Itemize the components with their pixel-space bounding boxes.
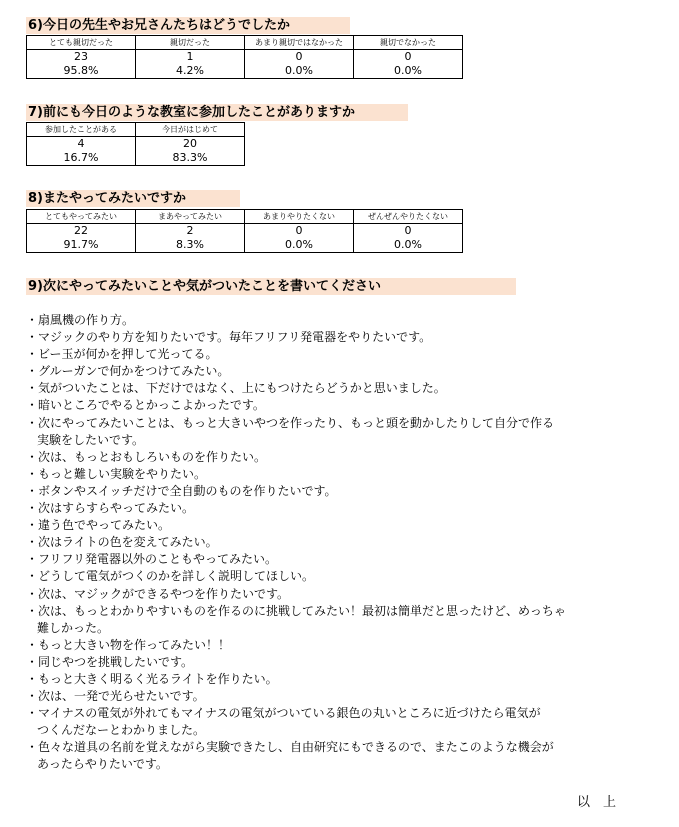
answer-item bbox=[26, 534, 666, 551]
answer-item bbox=[26, 449, 666, 466]
answer-item bbox=[26, 415, 666, 449]
answer-item bbox=[26, 637, 666, 654]
closing-mark: 以 上 bbox=[577, 795, 617, 810]
answer-text: ・グルーガンで何かをつけてみたい。 bbox=[26, 364, 230, 379]
q7-count-cell: 20 bbox=[136, 137, 245, 152]
q7-percent-cell: 83.3% bbox=[136, 151, 245, 166]
answer-item bbox=[26, 586, 666, 603]
answer-text: ・フリフリ発電器以外のこともやってみたい。 bbox=[26, 552, 278, 567]
q7-table bbox=[26, 122, 245, 166]
answer-item bbox=[26, 654, 666, 671]
q6-table bbox=[26, 35, 463, 79]
q6-count-cell: 0 bbox=[354, 50, 463, 65]
q6-count-cell: 0 bbox=[245, 50, 354, 65]
answer-text: ・次は、マジックができるやつを作りたいです。 bbox=[26, 586, 290, 601]
q8-header-cell: まあやってみたい bbox=[136, 210, 245, 224]
answer-continuation: つくんだなーとわかりました。 bbox=[37, 723, 206, 738]
answer-text: ・もっと難しい実験をやりたい。 bbox=[26, 466, 207, 481]
answer-continuation: 実験をしたいです。 bbox=[37, 432, 145, 447]
q6-title: 6)今日の先生やお兄さんたちはどうでしたか bbox=[26, 17, 350, 34]
answer-item bbox=[26, 688, 666, 705]
answer-item bbox=[26, 671, 666, 688]
answer-item bbox=[26, 500, 666, 517]
q6-count-cell: 23 bbox=[27, 50, 136, 65]
answer-text: ・暗いところでやるとかっこよかったです。 bbox=[26, 398, 265, 413]
answer-text: ・扇風機の作り方。 bbox=[26, 313, 135, 327]
q7-header-cell: 参加したことがある bbox=[27, 123, 136, 137]
answer-item bbox=[26, 380, 666, 397]
answer-item bbox=[26, 329, 666, 346]
answer-text: ・次はすらすらやってみたい。 bbox=[26, 501, 195, 516]
q8-count-cell: 0 bbox=[354, 224, 463, 239]
q7-percent-cell: 16.7% bbox=[27, 151, 136, 166]
answer-text: ・マイナスの電気が外れてもマイナスの電気がついている銀色の丸いところに近づけたら電気が bbox=[26, 706, 541, 721]
answer-item bbox=[26, 739, 666, 773]
q8-count-cell: 0 bbox=[245, 224, 354, 239]
q8-percent-cell: 0.0% bbox=[245, 238, 354, 253]
answer-text: ・次は、もっとおもしろいものを作りたい。 bbox=[26, 449, 267, 464]
q8-header-cell: とてもやってみたい bbox=[27, 210, 136, 224]
answer-text: ・ボタンやスイッチだけで全自動のものを作りたいです。 bbox=[26, 483, 337, 498]
q6-percent-cell: 95.8% bbox=[27, 64, 136, 79]
answer-item bbox=[26, 346, 666, 363]
q6-header-cell: 親切だった bbox=[136, 36, 245, 50]
answer-item bbox=[26, 397, 666, 414]
answer-text: ・次にやってみたいことは、もっと大きいやつを作ったり、もっと頭を動かしたりして自分で作る bbox=[26, 415, 555, 430]
answer-item bbox=[26, 551, 666, 568]
q7-title: 7)前にも今日のような教室に参加したことがありますか bbox=[26, 104, 408, 121]
answer-text: ・マジックのやり方を知りたいです。毎年フリフリ発電器をやりたいです。 bbox=[26, 330, 432, 345]
q8-percent-cell: 91.7% bbox=[27, 238, 136, 253]
answer-text: ・違う色でやってみたい。 bbox=[26, 518, 171, 533]
answer-text: ・もっと大きく明るく光るライトを作りたい。 bbox=[26, 671, 278, 686]
answer-item bbox=[26, 363, 666, 380]
q8-count-cell: 22 bbox=[27, 224, 136, 239]
answer-item bbox=[26, 466, 666, 483]
answer-item bbox=[26, 603, 666, 637]
q6-percent-cell: 0.0% bbox=[245, 64, 354, 79]
q8-table bbox=[26, 209, 463, 253]
answer-text: ・ビー玉が何かを押して光ってる。 bbox=[26, 347, 218, 362]
answer-item bbox=[26, 705, 666, 739]
answer-text: ・同じやつを挑戦したいです。 bbox=[26, 654, 194, 669]
answer-continuation: 難しかった。 bbox=[37, 620, 110, 635]
answer-item bbox=[26, 312, 666, 329]
q7-header-cell: 今日がはじめて bbox=[136, 123, 245, 137]
answer-text: ・気がついたことは、下だけではなく、上にもつけたらどうかと思いました。 bbox=[26, 381, 446, 396]
q6-header-cell: とても親切だった bbox=[27, 36, 136, 50]
q6-count-cell: 1 bbox=[136, 50, 245, 65]
answer-item bbox=[26, 568, 666, 585]
answer-text: ・次は、もっとわかりやすいものを作るのに挑戦してみたい！最初は簡単だと思ったけど、めっちゃ bbox=[26, 603, 566, 618]
q6-percent-cell: 0.0% bbox=[354, 64, 463, 79]
answer-text: ・色々な道具の名前を覚えながら実験できたし、自由研究にもできるので、またこのような機会が bbox=[26, 740, 554, 755]
answer-text: ・次は、一発で光らせたいです。 bbox=[26, 689, 205, 704]
answer-continuation: あったらやりたいです。 bbox=[37, 757, 168, 772]
q6-header-cell: 親切でなかった bbox=[354, 36, 463, 50]
q6-percent-cell: 4.2% bbox=[136, 64, 245, 79]
q6-header-cell: あまり親切ではなかった bbox=[245, 36, 354, 50]
q7-count-cell: 4 bbox=[27, 137, 136, 152]
q8-title: 8)またやってみたいですか bbox=[26, 190, 240, 207]
q8-header-cell: あまりやりたくない bbox=[245, 210, 354, 224]
q9-title: 9)次にやってみたいことや気がついたことを書いてください bbox=[26, 278, 516, 295]
q8-count-cell: 2 bbox=[136, 224, 245, 239]
q8-percent-cell: 8.3% bbox=[136, 238, 245, 253]
answer-text: ・次はライトの色を変えてみたい。 bbox=[26, 535, 218, 550]
q8-header-cell: ぜんぜんやりたくない bbox=[354, 210, 463, 224]
answer-text: ・どうして電気がつくのかを詳しく説明してほしい。 bbox=[26, 569, 315, 584]
answer-text: ・もっと大きい物を作ってみたい！！ bbox=[26, 637, 231, 652]
answer-item bbox=[26, 483, 666, 500]
q9-answer-list bbox=[26, 312, 666, 774]
q8-percent-cell: 0.0% bbox=[354, 238, 463, 253]
answer-item bbox=[26, 517, 666, 534]
